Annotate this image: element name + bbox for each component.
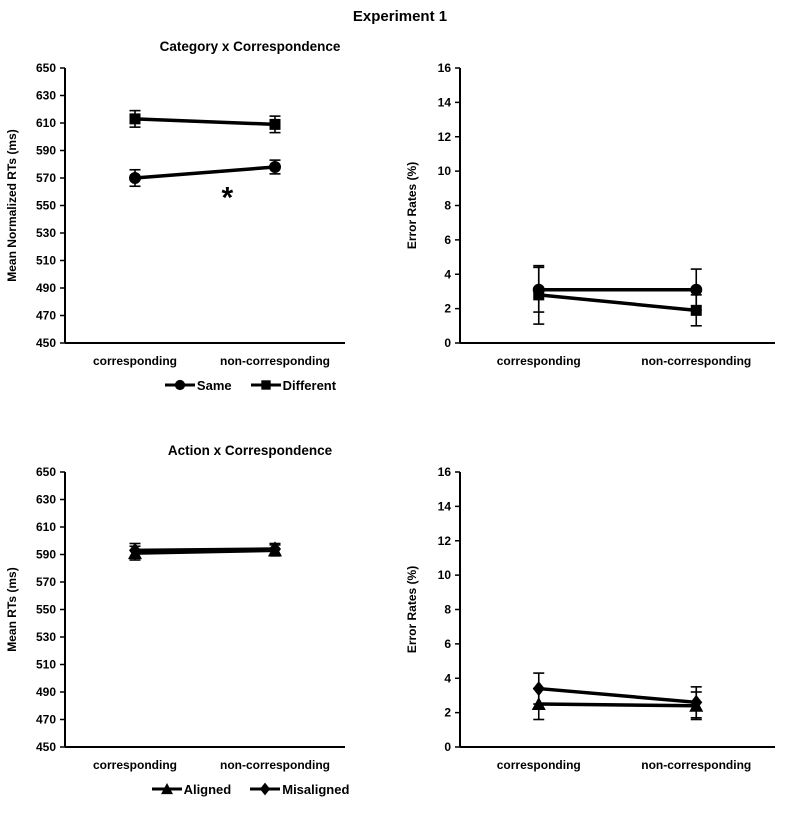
marker-square [130,113,141,124]
series-line-aligned [539,704,697,706]
chart-category-error-rates [400,56,800,373]
y-tick-label: 12 [437,129,451,144]
y-tick-label: 630 [35,88,56,103]
x-category-label: non-corresponding [641,354,752,368]
y-tick-label: 570 [35,575,56,589]
chart-action-error-rates [400,460,800,777]
y-tick-label: 470 [35,308,56,323]
y-tick-label: 450 [35,336,56,350]
legend-item-misaligned [249,781,349,797]
x-category-label: corresponding [92,758,178,772]
y-tick-label: 450 [35,740,56,754]
series-line-same [135,167,275,178]
y-tick-label: 0 [444,336,451,350]
y-axis-label: Error Rates (%) [405,565,419,654]
y-tick-label: 2 [444,705,451,720]
y-axis-label: Mean Normalized RTs (ms) [5,129,19,282]
series-line-misaligned [135,549,275,550]
legend-item-aligned [151,781,232,797]
legend-action [0,781,500,797]
y-tick-label: 16 [437,61,451,75]
y-tick-label: 650 [35,61,56,75]
marker-diamond [533,681,545,696]
legend-item-same [164,377,232,393]
y-tick-label: 610 [35,116,56,130]
x-category-label: non-corresponding [220,758,330,772]
panels-row-category [0,56,800,373]
marker-square [261,380,270,389]
y-tick-label: 530 [35,630,56,644]
group-category-correspondence [0,39,800,393]
legend-label: Same [196,377,232,393]
legend-category [0,377,500,393]
y-tick-label: 510 [35,657,56,672]
legend-label: Misaligned [282,781,350,797]
legend-marker-circle [164,377,196,393]
figure-title: Experiment 1 [352,8,448,25]
y-tick-label: 550 [35,602,56,617]
y-tick-label: 2 [444,301,451,316]
y-tick-label: 470 [35,712,56,727]
y-tick-label: 570 [35,171,56,185]
y-tick-label: 630 [35,492,56,507]
y-tick-label: 16 [437,465,451,479]
y-tick-label: 12 [437,533,451,548]
marker-circle [269,161,281,173]
legend-item-different [250,377,336,393]
y-tick-label: 6 [444,232,451,247]
marker-circle [129,172,141,184]
series-line-different [539,295,697,310]
group-title-action: Action x Correspondence [167,443,333,458]
marker-square [533,289,544,300]
y-tick-label: 8 [444,198,451,213]
group-title-category: Category x Correspondence [159,39,341,54]
y-tick-label: 10 [437,568,451,583]
significance-asterisk: * [221,181,234,215]
marker-square [270,119,281,130]
y-tick-label: 530 [35,226,56,240]
panels-row-action [0,460,800,777]
y-tick-label: 490 [35,281,56,295]
legend-label: Aligned [183,781,232,797]
marker-circle [690,284,702,296]
legend-marker-triangle [151,781,183,797]
y-tick-label: 4 [444,671,451,686]
y-tick-label: 10 [437,164,451,179]
y-tick-label: 610 [35,520,56,534]
marker-circle [175,380,185,390]
chart-action-rt [0,460,400,777]
y-tick-label: 0 [444,740,451,754]
y-tick-label: 8 [444,602,451,617]
group-action-correspondence [0,443,800,797]
y-axis-label: Mean RTs (ms) [5,567,19,652]
marker-square [691,305,702,316]
y-tick-label: 14 [437,499,451,514]
legend-marker-square [250,377,282,393]
x-category-label: corresponding [92,354,178,368]
legend-marker-diamond [249,781,281,797]
marker-diamond [260,783,270,796]
y-tick-label: 650 [35,465,56,479]
legend-label: Different [282,377,337,393]
y-tick-label: 490 [35,685,56,699]
y-axis-label: Error Rates (%) [405,161,419,250]
y-tick-label: 550 [35,198,56,213]
y-tick-label: 510 [35,253,56,268]
x-category-label: corresponding [496,758,581,772]
y-tick-label: 6 [444,636,451,651]
x-category-label: corresponding [496,354,581,368]
series-line-different [135,119,275,125]
chart-category-rt [0,56,400,373]
x-category-label: non-corresponding [641,758,752,772]
y-tick-label: 4 [444,267,451,282]
y-tick-label: 14 [437,95,451,110]
y-tick-label: 590 [35,143,56,158]
series-line-misaligned [539,689,697,703]
x-category-label: non-corresponding [220,354,330,368]
y-tick-label: 590 [35,547,56,562]
